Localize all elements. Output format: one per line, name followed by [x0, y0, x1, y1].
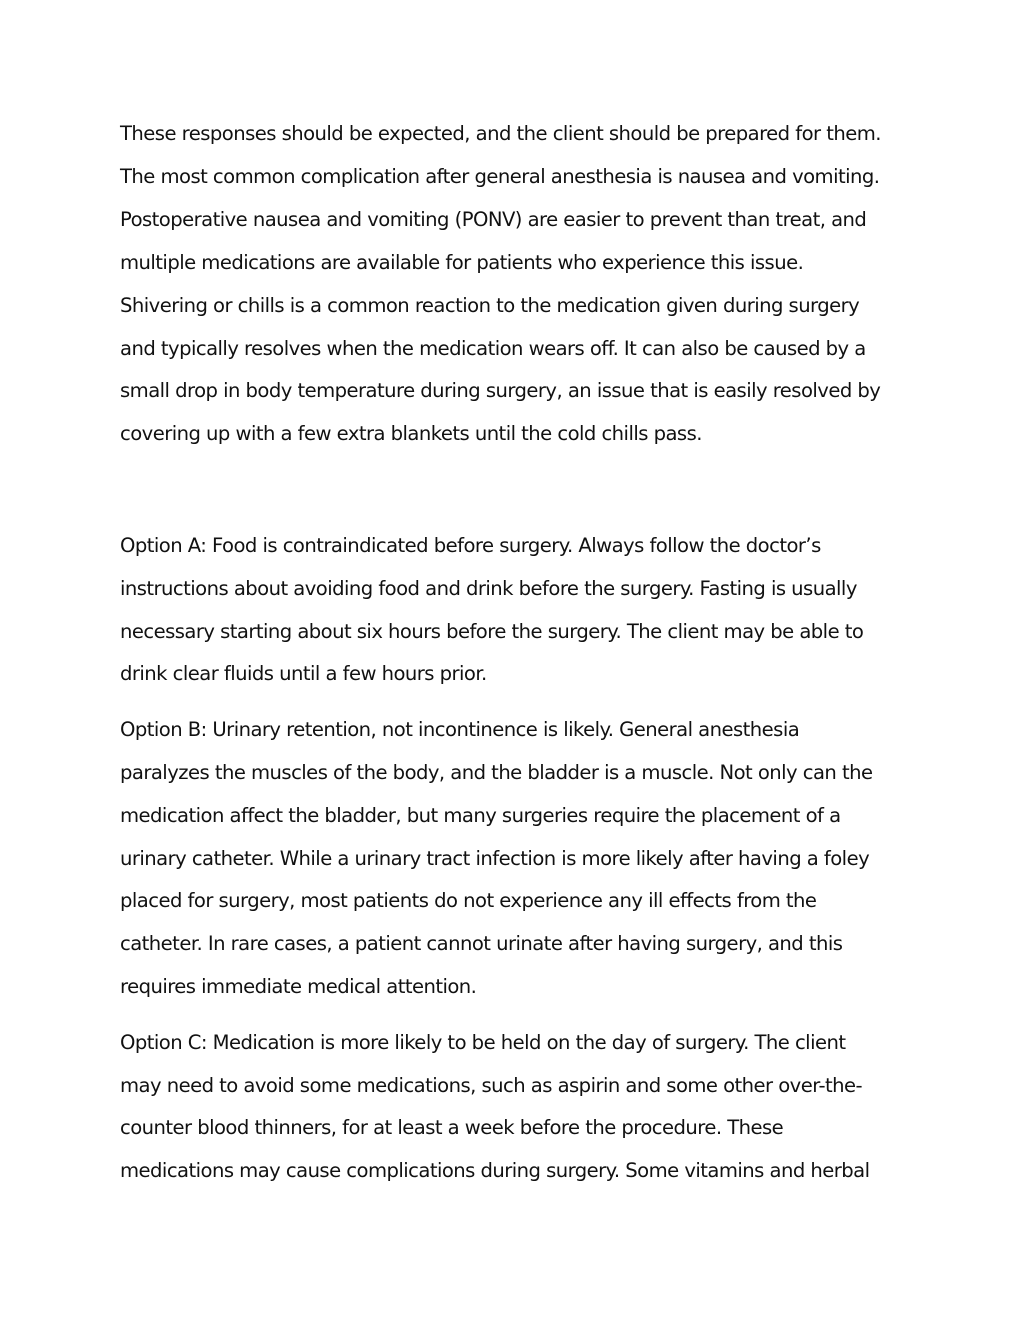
text-line: paralyzes the muscles of the body, and the bladder is a muscle. Not only can the	[120, 761, 873, 784]
text-line: covering up with a few extra blankets until the cold chills pass.	[120, 422, 702, 445]
text-line: Option C: Medication is more likely to be held on the day of surgery. The client	[120, 1031, 846, 1054]
text-line: Postoperative nausea and vomiting (PONV) are easier to prevent than treat, and	[120, 208, 867, 231]
text-line: Option A: Food is contraindicated before surgery. Always follow the doctor’s	[120, 534, 821, 557]
text-line: urinary catheter. While a urinary tract infection is more likely after having a foley	[120, 847, 870, 870]
text-line: small drop in body temperature during surgery, an issue that is easily resolved by	[120, 379, 881, 402]
text-line: may need to avoid some medications, such as aspirin and some other over-the-	[120, 1074, 863, 1097]
text-line: medication affect the bladder, but many surgeries require the placement of a	[120, 804, 841, 827]
text-line: medications may cause complications during surgery. Some vitamins and herbal	[120, 1159, 870, 1182]
text-line: Option B: Urinary retention, not incontinence is likely. General anesthesia	[120, 718, 800, 741]
text-line: drink clear fluids until a few hours prior.	[120, 662, 487, 685]
text-line: requires immediate medical attention.	[120, 975, 477, 998]
text-line: instructions about avoiding food and drink before the surgery. Fasting is usually	[120, 577, 857, 600]
text-line: The most common complication after general anesthesia is nausea and vomiting.	[120, 165, 880, 188]
text-line: Shivering or chills is a common reaction to the medication given during surgery	[120, 294, 860, 317]
text-line: necessary starting about six hours before the surgery. The client may be able to	[120, 620, 864, 643]
text-line: catheter. In rare cases, a patient cannot urinate after having surgery, and this	[120, 932, 843, 955]
text-line: placed for surgery, most patients do not experience any ill effects from the	[120, 889, 817, 912]
text-line: and typically resolves when the medication wears off. It can also be caused by a	[120, 337, 866, 360]
text-line: counter blood thinners, for at least a week before the procedure. These	[120, 1116, 784, 1139]
text-line: multiple medications are available for patients who experience this issue.	[120, 251, 804, 274]
text-line: These responses should be expected, and the client should be prepared for them.	[120, 122, 881, 145]
